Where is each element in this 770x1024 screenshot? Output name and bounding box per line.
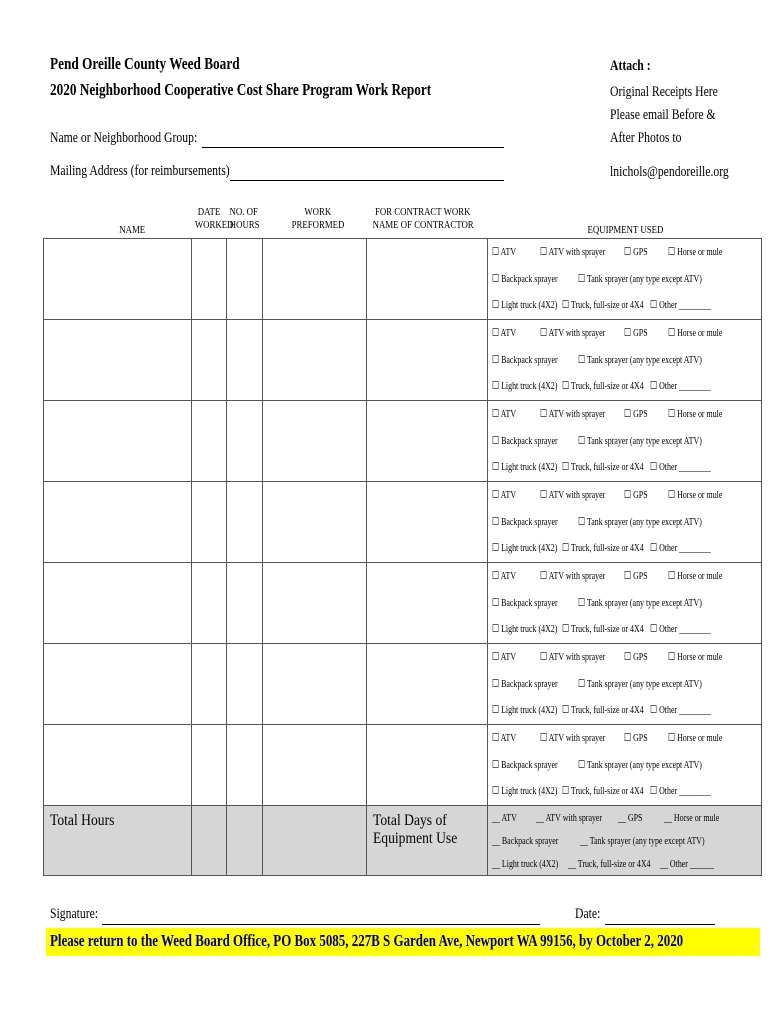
total-date-cell <box>192 806 227 876</box>
hours-cell[interactable] <box>227 563 263 644</box>
gps-checkbox[interactable]: ☐ GPS <box>624 570 648 582</box>
backpack-checkbox[interactable]: ☐ Backpack sprayer <box>492 515 558 528</box>
horse-checkbox[interactable]: ☐ Horse or mule <box>668 570 723 582</box>
tank-checkbox[interactable]: ☐ Tank sprayer (any type except ATV) <box>578 353 702 366</box>
name-cell[interactable] <box>44 725 192 806</box>
atv-checkbox[interactable]: ☐ ATV <box>492 732 517 744</box>
col-header-contract: FOR CONTRACT WORK NAME OF CONTRACTOR <box>372 206 474 231</box>
address-field-line[interactable] <box>230 180 504 181</box>
atv-checkbox[interactable]: ☐ ATV <box>492 651 517 663</box>
date-cell[interactable] <box>192 401 227 482</box>
date-cell[interactable] <box>192 725 227 806</box>
name-cell[interactable] <box>44 563 192 644</box>
name-cell[interactable] <box>44 482 192 563</box>
atv-sprayer-checkbox[interactable]: ☐ ATV with sprayer <box>540 651 606 663</box>
truck-full-checkbox[interactable]: ☐ Truck, full-size or 4X4 <box>562 461 644 474</box>
truck-full-checkbox[interactable]: ☐ Truck, full-size or 4X4 <box>562 704 644 717</box>
equipment-cell <box>488 239 762 320</box>
equipment-cell <box>488 725 762 806</box>
signature-label: Signature: <box>50 906 99 922</box>
name-cell[interactable] <box>44 644 192 725</box>
work-cell[interactable] <box>263 401 367 482</box>
table-row <box>44 644 762 725</box>
gps-checkbox[interactable]: ☐ GPS <box>624 408 648 420</box>
attach-email: lnichols@pendoreille.org <box>610 164 729 180</box>
tank-checkbox[interactable]: ☐ Tank sprayer (any type except ATV) <box>578 677 702 690</box>
col-header-date: DATE WORKED <box>194 206 234 231</box>
attach-line-1: Original Receipts Here <box>610 84 718 100</box>
other-checkbox[interactable]: ☐ Other ________ <box>650 623 711 636</box>
atv-sprayer-checkbox[interactable]: ☐ ATV with sprayer <box>540 408 606 420</box>
contractor-cell[interactable] <box>367 482 488 563</box>
other-checkbox[interactable]: ☐ Other ________ <box>650 785 711 798</box>
atv-sprayer-checkbox[interactable]: ☐ ATV with sprayer <box>540 570 606 582</box>
work-cell[interactable] <box>263 725 367 806</box>
return-notice: Please return to the Weed Board Office, PO Box 5085, 227B S Garden Ave, Newport WA 99156, by October 2, 2020 <box>50 931 684 950</box>
horse-checkbox[interactable]: ☐ Horse or mule <box>668 732 723 744</box>
hours-cell[interactable] <box>227 725 263 806</box>
atv-checkbox[interactable]: ☐ ATV <box>492 489 517 501</box>
date-cell[interactable] <box>192 320 227 401</box>
total-light-truck[interactable]: __ Light truck (4X2) <box>492 858 559 870</box>
atv-checkbox[interactable]: ☐ ATV <box>492 408 517 420</box>
total-work-cell <box>263 806 367 876</box>
light-truck-checkbox[interactable]: ☐ Light truck (4X2) <box>492 461 558 474</box>
name-cell[interactable] <box>44 401 192 482</box>
light-truck-checkbox[interactable]: ☐ Light truck (4X2) <box>492 299 558 312</box>
table-row <box>44 725 762 806</box>
equipment-cell <box>488 401 762 482</box>
truck-full-checkbox[interactable]: ☐ Truck, full-size or 4X4 <box>562 785 644 798</box>
contractor-cell[interactable] <box>367 239 488 320</box>
total-atv[interactable]: __ ATV <box>492 812 517 824</box>
attach-line-2: Please email Before & <box>610 107 716 123</box>
gps-checkbox[interactable]: ☐ GPS <box>624 327 648 339</box>
work-cell[interactable] <box>263 320 367 401</box>
light-truck-checkbox[interactable]: ☐ Light truck (4X2) <box>492 704 558 717</box>
work-cell[interactable] <box>263 482 367 563</box>
attach-title: Attach : <box>610 58 651 74</box>
other-checkbox[interactable]: ☐ Other ________ <box>650 299 711 312</box>
gps-checkbox[interactable]: ☐ GPS <box>624 246 648 258</box>
date-line[interactable] <box>605 924 715 925</box>
equipment-cell <box>488 563 762 644</box>
equipment-cell <box>488 482 762 563</box>
equipment-cell <box>488 320 762 401</box>
document-subtitle: 2020 Neighborhood Cooperative Cost Share Program Work Report <box>50 80 432 99</box>
col-header-equipment: EQUIPMENT USED <box>587 224 663 236</box>
tank-checkbox[interactable]: ☐ Tank sprayer (any type except ATV) <box>578 272 702 285</box>
table-row <box>44 239 762 320</box>
horse-checkbox[interactable]: ☐ Horse or mule <box>668 651 723 663</box>
backpack-checkbox[interactable]: ☐ Backpack sprayer <box>492 758 558 771</box>
backpack-checkbox[interactable]: ☐ Backpack sprayer <box>492 353 558 366</box>
table-row <box>44 482 762 563</box>
gps-checkbox[interactable]: ☐ GPS <box>624 732 648 744</box>
date-cell[interactable] <box>192 239 227 320</box>
col-header-name: NAME <box>119 224 146 236</box>
light-truck-checkbox[interactable]: ☐ Light truck (4X2) <box>492 623 558 636</box>
total-hours-cell[interactable] <box>227 806 263 876</box>
horse-checkbox[interactable]: ☐ Horse or mule <box>668 327 723 339</box>
attach-line-3: After Photos to <box>610 130 682 146</box>
work-cell[interactable] <box>263 563 367 644</box>
other-checkbox[interactable]: ☐ Other ________ <box>650 542 711 555</box>
total-other[interactable]: __ Other ______ <box>660 858 714 870</box>
hours-cell[interactable] <box>227 482 263 563</box>
work-cell[interactable] <box>263 239 367 320</box>
name-field-label: Name or Neighborhood Group: <box>50 130 198 146</box>
backpack-checkbox[interactable]: ☐ Backpack sprayer <box>492 677 558 690</box>
light-truck-checkbox[interactable]: ☐ Light truck (4X2) <box>492 542 558 555</box>
date-label: Date: <box>575 906 601 922</box>
truck-full-checkbox[interactable]: ☐ Truck, full-size or 4X4 <box>562 380 644 393</box>
hours-cell[interactable] <box>227 401 263 482</box>
atv-checkbox[interactable]: ☐ ATV <box>492 327 517 339</box>
backpack-checkbox[interactable]: ☐ Backpack sprayer <box>492 272 558 285</box>
total-atv-sprayer[interactable]: __ ATV with sprayer <box>536 812 603 824</box>
atv-checkbox[interactable]: ☐ ATV <box>492 570 517 582</box>
contractor-cell[interactable] <box>367 320 488 401</box>
atv-sprayer-checkbox[interactable]: ☐ ATV with sprayer <box>540 327 606 339</box>
total-truck-full[interactable]: __ Truck, full-size or 4X4 <box>568 858 651 870</box>
other-checkbox[interactable]: ☐ Other ________ <box>650 380 711 393</box>
table-row <box>44 563 762 644</box>
atv-sprayer-checkbox[interactable]: ☐ ATV with sprayer <box>540 732 606 744</box>
gps-checkbox[interactable]: ☐ GPS <box>624 651 648 663</box>
date-cell[interactable] <box>192 482 227 563</box>
total-horse[interactable]: __ Horse or mule <box>664 812 720 824</box>
hours-cell[interactable] <box>227 239 263 320</box>
equipment-cell <box>488 644 762 725</box>
tank-checkbox[interactable]: ☐ Tank sprayer (any type except ATV) <box>578 434 702 447</box>
other-checkbox[interactable]: ☐ Other ________ <box>650 461 711 474</box>
truck-full-checkbox[interactable]: ☐ Truck, full-size or 4X4 <box>562 299 644 312</box>
light-truck-checkbox[interactable]: ☐ Light truck (4X2) <box>492 380 558 393</box>
truck-full-checkbox[interactable]: ☐ Truck, full-size or 4X4 <box>562 542 644 555</box>
hours-cell[interactable] <box>227 644 263 725</box>
date-cell[interactable] <box>192 644 227 725</box>
tank-checkbox[interactable]: ☐ Tank sprayer (any type except ATV) <box>578 596 702 609</box>
total-days-label-cell: Total Days of Equipment Use <box>367 806 488 876</box>
horse-checkbox[interactable]: ☐ Horse or mule <box>668 246 723 258</box>
contractor-cell[interactable] <box>367 725 488 806</box>
gps-checkbox[interactable]: ☐ GPS <box>624 489 648 501</box>
work-report-table <box>43 238 762 876</box>
table-row <box>44 320 762 401</box>
col-header-hours: NO. OF HOURS <box>229 206 260 231</box>
atv-sprayer-checkbox[interactable]: ☐ ATV with sprayer <box>540 489 606 501</box>
horse-checkbox[interactable]: ☐ Horse or mule <box>668 489 723 501</box>
contractor-cell[interactable] <box>367 401 488 482</box>
col-header-work: WORK PREFORMED <box>291 206 345 231</box>
atv-sprayer-checkbox[interactable]: ☐ ATV with sprayer <box>540 246 606 258</box>
totals-row <box>44 806 762 876</box>
work-cell[interactable] <box>263 644 367 725</box>
total-gps[interactable]: __ GPS <box>618 812 643 824</box>
document-title: Pend Oreille County Weed Board <box>50 54 240 73</box>
truck-full-checkbox[interactable]: ☐ Truck, full-size or 4X4 <box>562 623 644 636</box>
signature-line[interactable] <box>102 924 540 925</box>
total-hours-label-cell: Total Hours <box>44 806 192 876</box>
tank-checkbox[interactable]: ☐ Tank sprayer (any type except ATV) <box>578 515 702 528</box>
horse-checkbox[interactable]: ☐ Horse or mule <box>668 408 723 420</box>
contractor-cell[interactable] <box>367 563 488 644</box>
table-row <box>44 401 762 482</box>
total-tank[interactable]: __ Tank sprayer (any type except ATV) <box>580 835 705 847</box>
light-truck-checkbox[interactable]: ☐ Light truck (4X2) <box>492 785 558 798</box>
name-cell[interactable] <box>44 320 192 401</box>
other-checkbox[interactable]: ☐ Other ________ <box>650 704 711 717</box>
name-cell[interactable] <box>44 239 192 320</box>
hours-cell[interactable] <box>227 320 263 401</box>
date-cell[interactable] <box>192 563 227 644</box>
address-field-label: Mailing Address (for reimbursements) <box>50 163 230 179</box>
backpack-checkbox[interactable]: ☐ Backpack sprayer <box>492 596 558 609</box>
total-backpack[interactable]: __ Backpack sprayer <box>492 835 559 847</box>
tank-checkbox[interactable]: ☐ Tank sprayer (any type except ATV) <box>578 758 702 771</box>
total-equipment-cell <box>488 806 762 876</box>
name-field-line[interactable] <box>202 147 504 148</box>
atv-checkbox[interactable]: ☐ ATV <box>492 246 517 258</box>
contractor-cell[interactable] <box>367 644 488 725</box>
backpack-checkbox[interactable]: ☐ Backpack sprayer <box>492 434 558 447</box>
